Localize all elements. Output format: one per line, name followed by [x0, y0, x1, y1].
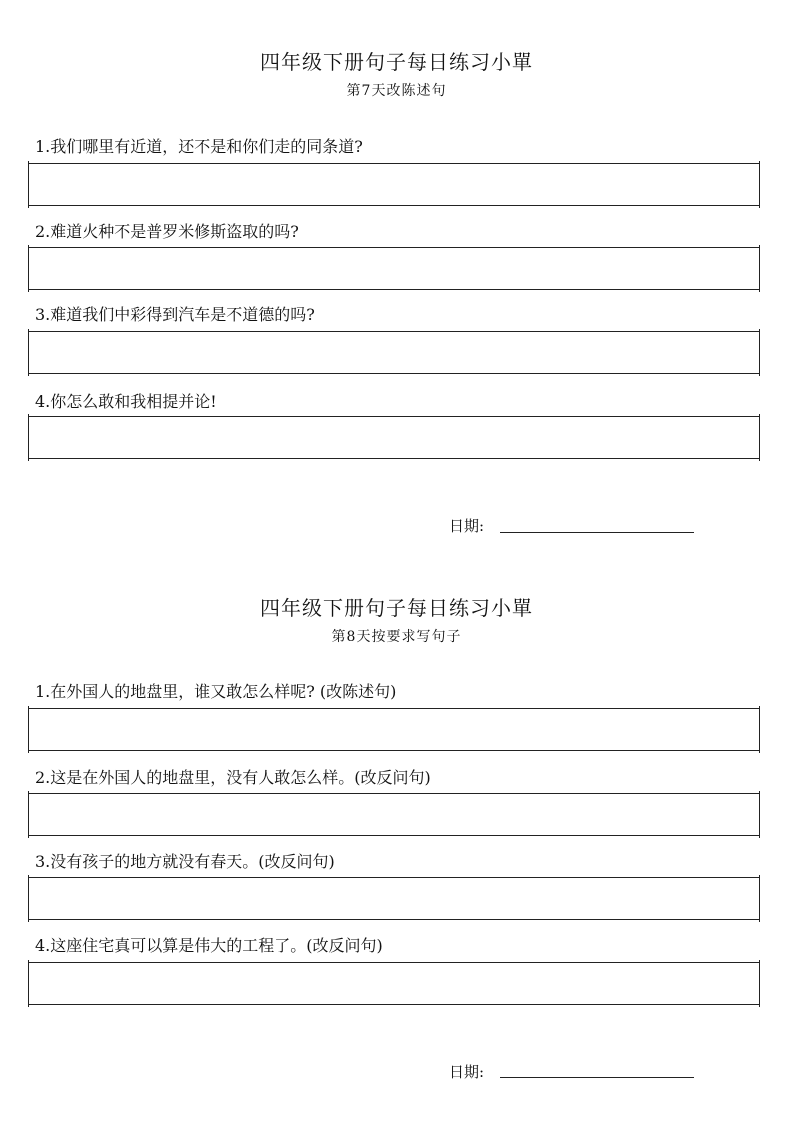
date-input-line[interactable] [500, 1077, 694, 1078]
date-input-line[interactable] [500, 532, 694, 533]
question-4-answer-box[interactable] [28, 416, 760, 459]
question-2-answer-box[interactable] [28, 247, 760, 290]
question-3-answer-box[interactable] [28, 331, 760, 374]
worksheet-title: 四年级下册句子每日练习小單 [260, 50, 533, 74]
question-3-label: 3.难道我们中彩得到汽车是不道德的吗? [35, 305, 315, 324]
question-1-label: 1.在外国人的地盘里，谁又敢怎么样呢? (改陈述句) [35, 682, 397, 701]
date-label: 日期: [449, 517, 485, 535]
question-2-label: 2.难道火种不是普罗米修斯盗取的吗? [35, 222, 299, 241]
question-4-label: 4.这座住宅真可以算是伟大的工程了。(改反问句) [35, 936, 383, 955]
question-1-answer-box[interactable] [28, 163, 760, 206]
question-4-answer-box[interactable] [28, 962, 760, 1005]
question-2-label: 2.这是在外国人的地盘里，没有人敢怎么样。(改反问句) [35, 768, 431, 787]
worksheet-subtitle: 第7天改陈述句 [346, 83, 447, 99]
date-label: 日期: [449, 1063, 485, 1081]
question-4-label: 4.你怎么敢和我相提并论! [35, 392, 217, 411]
question-2-answer-box[interactable] [28, 793, 760, 836]
question-3-label: 3.没有孩子的地方就没有春天。(改反问句) [35, 852, 335, 871]
question-1-answer-box[interactable] [28, 708, 760, 751]
question-1-label: 1.我们哪里有近道，还不是和你们走的同条道? [35, 137, 363, 156]
worksheet-subtitle: 第8天按要求写句子 [331, 629, 462, 645]
worksheet-title: 四年级下册句子每日练习小單 [260, 596, 533, 620]
question-3-answer-box[interactable] [28, 877, 760, 920]
